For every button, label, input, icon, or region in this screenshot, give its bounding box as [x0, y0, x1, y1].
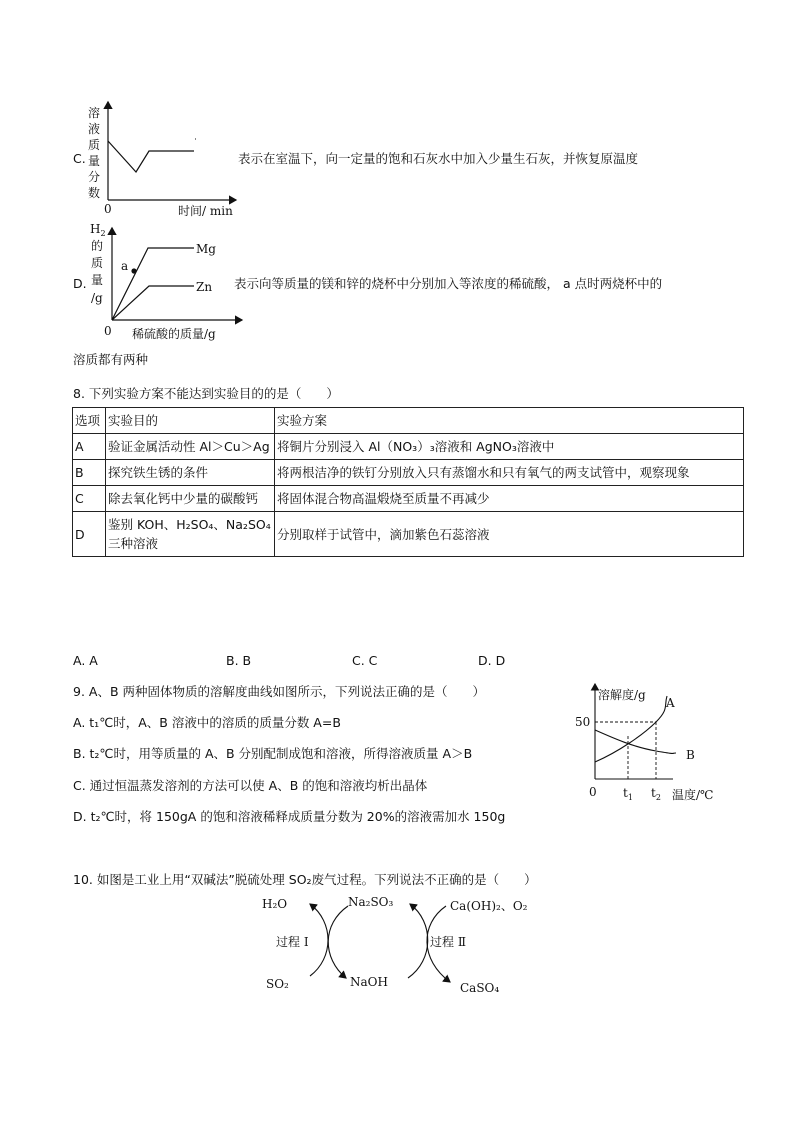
- row-goal: 验证金属活动性 Al＞Cu＞Ag: [106, 434, 275, 460]
- table-row: [73, 486, 744, 512]
- y-char: 量: [88, 154, 101, 168]
- row-plan: 将两根洁净的铁钉分别放入只有蒸馏水和只有氧气的两支试管中，观察现象: [275, 460, 744, 486]
- svg-text:t1: $t_1$: [623, 786, 633, 802]
- series-zn: Zn: [196, 280, 213, 294]
- origin: 0: [104, 202, 112, 216]
- answer-c[interactable]: C. C: [352, 653, 378, 668]
- origin: 0: [104, 324, 112, 338]
- svg-text:H2: $H_2$: [90, 222, 106, 238]
- h2o: H₂O: [262, 897, 288, 911]
- option-c-description: 表示在室温下，向一定量的饱和石灰水中加入少量生石灰，并恢复原温度: [238, 151, 639, 166]
- y-char: 质: [88, 138, 101, 152]
- series-mg: Mg: [196, 242, 216, 256]
- header-option: 选项: [73, 408, 106, 434]
- row-plan: 将铜片分别浸入 Al（NO₃）₃溶液和 AgNO₃溶液中: [275, 434, 744, 460]
- row-goal: 探究铁生锈的条件: [106, 460, 275, 486]
- so2: SO₂: [266, 977, 289, 991]
- table-row: [73, 512, 744, 557]
- curve: [108, 141, 194, 172]
- table-row: [73, 434, 744, 460]
- q10-stem: 10. 如图是工业上用“双碱法”脱硫处理 SO₂废气过程。下列说法不正确的是（ ）: [73, 872, 537, 887]
- q10-process-diagram: [250, 888, 550, 1000]
- table-row: [73, 460, 744, 486]
- x-label: 时间/ min: [178, 204, 233, 218]
- svg-text:t2: $t_2$: [651, 786, 661, 802]
- q8-table: [72, 407, 744, 557]
- q7d-graph: [86, 222, 256, 344]
- option-d-continuation: 溶质都有两种: [73, 352, 149, 367]
- y-char: 质: [91, 256, 104, 270]
- y-char: 量: [91, 273, 104, 287]
- y-label: 溶解度/g: [598, 688, 646, 702]
- y-char: 分: [88, 170, 101, 184]
- header-plan: 实验方案: [275, 408, 744, 434]
- row-option: B: [73, 460, 106, 486]
- caso4: CaSO₄: [460, 981, 500, 995]
- answer-b[interactable]: B. B: [226, 653, 252, 668]
- x-label: 温度/℃: [672, 788, 714, 802]
- zn-curve: [112, 286, 194, 320]
- row-goal: 鉴别 KOH、H₂SO₄、Na₂SO₄ 三种溶液: [106, 512, 275, 557]
- q9-option-b[interactable]: B. t₂℃时，用等质量的 A、B 分别配制成饱和溶液，所得溶液质量 A＞B: [73, 746, 473, 761]
- option-c-label: C.: [73, 151, 86, 166]
- y-char: 液: [88, 122, 101, 136]
- x-tick-t1: t: [623, 786, 628, 800]
- q9-option-a[interactable]: A. t₁℃时，A、B 溶液中的溶质的质量分数 A=B: [73, 715, 341, 730]
- q9-stem: 9. A、B 两种固体物质的溶解度曲线如图所示，下列说法正确的是（ ）: [73, 684, 486, 699]
- table-header-row: [73, 408, 744, 434]
- series-b: B: [686, 748, 695, 762]
- row-option: D: [73, 512, 106, 557]
- arrow-na2so3-to-naoh: [328, 906, 348, 978]
- point-a: [131, 268, 136, 273]
- q9-solubility-chart: [568, 680, 738, 808]
- curve-b: [595, 730, 676, 754]
- q8-stem: 8. 下列实验方案不能达到实验目的的是（ ）: [73, 386, 339, 401]
- option-d-label: D.: [73, 276, 87, 291]
- process-2: 过程 Ⅱ: [430, 935, 466, 949]
- series-a: A: [666, 696, 675, 710]
- origin: 0: [589, 785, 597, 799]
- y-h2: H: [90, 222, 101, 236]
- y-char: 数: [88, 186, 101, 200]
- naoh: NaOH: [350, 975, 388, 989]
- row-plan: 分别取样于试管中，滴加紫色石蕊溶液: [275, 512, 744, 557]
- process-1: 过程 I: [276, 935, 309, 949]
- header-goal: 实验目的: [106, 408, 275, 434]
- x-tick-t2: t: [651, 786, 656, 800]
- answer-a[interactable]: A. A: [73, 653, 98, 668]
- na2so3: Na₂SO₃: [348, 895, 394, 909]
- q9-option-d[interactable]: D. t₂℃时，将 150gA 的饱和溶液稀释成质量分数为 20%的溶液需加水 150g: [73, 809, 506, 824]
- y-char: 的: [91, 239, 104, 253]
- caoh2-o2: Ca(OH)₂、O₂: [450, 899, 528, 913]
- q7c-graph: [86, 96, 246, 220]
- arrow-so2-to-h2o: [310, 904, 328, 976]
- answer-d[interactable]: D. D: [478, 653, 506, 668]
- row-option: A: [73, 434, 106, 460]
- option-d-description: 表示向等质量的镁和锌的烧杯中分别加入等浓度的稀硫酸， a 点时两烧杯中的: [234, 276, 663, 291]
- point-a-label: a: [121, 259, 129, 273]
- row-plan: 将固体混合物高温煅烧至质量不再减少: [275, 486, 744, 512]
- row-goal: 除去氧化钙中少量的碳酸钙: [106, 486, 275, 512]
- y-char: /g: [91, 291, 103, 305]
- q9-option-c[interactable]: C. 通过恒温蒸发溶剂的方法可以使 A、B 的饱和溶液均析出晶体: [73, 778, 428, 793]
- row-option: C: [73, 486, 106, 512]
- y-char: 溶: [88, 106, 101, 120]
- y-tick-50: 50: [575, 715, 591, 729]
- arrow-naoh-to-na2so3: [408, 904, 428, 978]
- x-label: 稀硫酸的质量/g: [132, 327, 216, 341]
